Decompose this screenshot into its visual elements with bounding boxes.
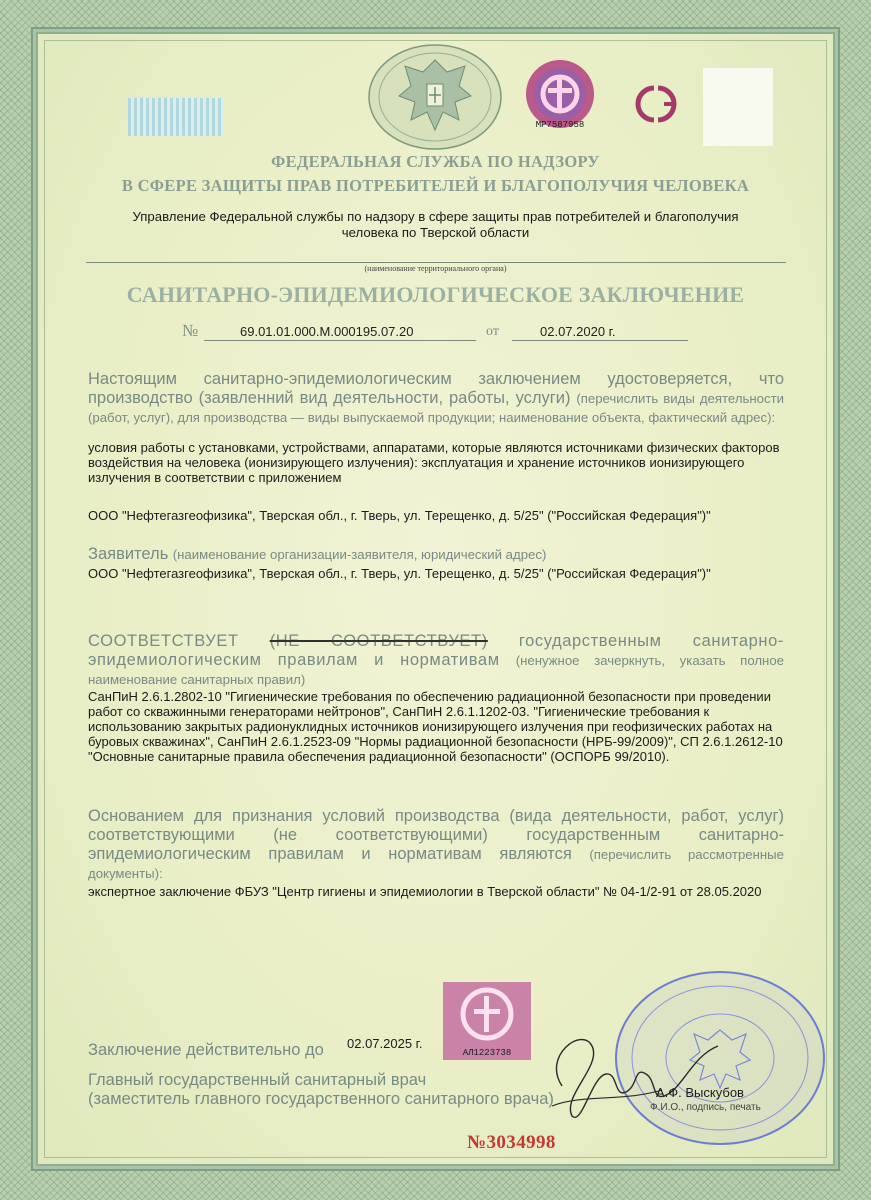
- number-underline: [204, 340, 476, 341]
- hologram-code: МР7587958: [535, 120, 585, 130]
- basis-lead: Основанием для признания условий производства (вида деятельности, работ, услуг) соответствующими (не соответствующими) государственным санитарно-эпидемиологическим правилам и нормативам являются: [88, 807, 784, 863]
- applicant-value: ООО "Нефтегазгеофизика", Тверская обл., г. Тверь, ул. Терещенко, д. 5/25" ("Российская Федерация")": [88, 566, 711, 581]
- branch-caption: (наименование территориального органа): [364, 264, 507, 273]
- document-number: 69.01.01.000.М.000195.07.20: [240, 324, 414, 339]
- document-date: 02.07.2020 г.: [540, 324, 616, 339]
- conformity-note: (ненужное зачеркнуть, указать полное наименование санитарных правил): [88, 653, 785, 687]
- agency-name-line2: В СФЕРЕ ЗАЩИТЫ ПРАВ ПОТРЕБИТЕЛЕЙ И БЛАГОПОЛУЧИЯ ЧЕЛОВЕКА: [121, 176, 750, 195]
- conformity-section: [88, 632, 784, 689]
- blank-area: [703, 68, 773, 146]
- document-title: САНИТАРНО-ЭПИДЕМИОЛОГИЧЕСКОЕ ЗАКЛЮЧЕНИЕ: [126, 282, 745, 307]
- not-complies-label: (НЕ СООТВЕТСТВУЕТ): [269, 632, 488, 650]
- applicant-note: (наименование организации-заявителя, юридический адрес): [172, 547, 547, 562]
- production-lead: Настоящим санитарно-эпидемиологическим заключением удостоверяется, что производство (заявленний вид деятельности, работы, услуги): [88, 370, 784, 407]
- hologram-sticker: [512, 58, 612, 138]
- coat-of-arms-emblem: [365, 42, 505, 152]
- valid-until-label: Заключение действительно до: [88, 1041, 324, 1059]
- complies-label: СООТВЕТСТВУЕТ: [88, 632, 239, 650]
- production-value: условия работы с установками, устройствами, аппаратами, которые являются источниками физических факторов воздействия на человека (ионизирующего излучения): эксплуатация и хранение источников ионизирующего излучения в соответствии с приложением: [88, 440, 780, 485]
- signer-caption: Ф.И.О., подпись, печать: [650, 1102, 761, 1113]
- applicant-section: [88, 545, 788, 564]
- se-mark-logo: [618, 78, 698, 130]
- conformity-value: СанПиН 2.6.1.2802-10 "Гигиенические требования по обеспечению радиационной безопасности при проведении работ со скважинными генераторами нейтронов", СанПиН 2.6.1.1202-03. "Гигиенические требования к использованию закрытых радионуклидных источников ионизирующего излучения при геофизических работах на буровых скважинах", СанПиН 2.6.1.2523-09 "Нормы радиационной безопасности (НРБ-99/2009)", СП 2.6.1.2612-10 "Основные санитарные правила обеспечения радиационной безопасности" (ОСПОРБ 99/2010).: [88, 689, 783, 764]
- branch-underline: [86, 262, 786, 263]
- valid-until-date: 02.07.2025 г.: [347, 1036, 423, 1051]
- doctor-title: Главный государственный санитарный врач: [88, 1071, 427, 1089]
- conformity-lead: государственным санитарно-эпидемиологическим правилам и нормативам: [88, 632, 784, 669]
- doctor-deputy: (заместитель главного государственного санитарного врача): [88, 1090, 554, 1108]
- production-section: [88, 370, 784, 427]
- branch-name-line1: Управление Федеральной службы по надзору в сфере защиты прав потребителей и благополучия: [132, 209, 739, 224]
- hologram-sticker-bottom: [443, 982, 531, 1060]
- branch-name-line2: человека по Тверской области: [341, 225, 530, 240]
- signer-name: А.Ф. Выскубов: [656, 1085, 744, 1100]
- serial-number: №3034998: [467, 1132, 556, 1153]
- date-underline: [512, 340, 688, 341]
- number-label: №: [182, 321, 199, 340]
- basis-note: (перечислить рассмотренные документы):: [88, 847, 784, 881]
- security-stamp: [128, 98, 224, 136]
- agency-name-line1: ФЕДЕРАЛЬНАЯ СЛУЖБА ПО НАДЗОРУ: [271, 152, 600, 171]
- hologram-code-bottom: АЛ1223738: [462, 1048, 512, 1058]
- production-note: (перечислить виды деятельности (работ, услуг), для производства — виды выпускаемой продукции; наименование объекта, фактический адрес):: [88, 391, 784, 425]
- date-label: от: [486, 324, 499, 339]
- basis-value: экспертное заключение ФБУЗ "Центр гигиены и эпидемиологии в Тверской области" № 04-1/2-91 от 28.05.2020: [88, 884, 762, 899]
- applicant-lead: Заявитель: [88, 545, 169, 563]
- production-address: ООО "Нефтегазгеофизика", Тверская обл., г. Тверь, ул. Терещенко, д. 5/25" ("Российская Федерация")": [88, 508, 711, 523]
- basis-section: [88, 807, 784, 883]
